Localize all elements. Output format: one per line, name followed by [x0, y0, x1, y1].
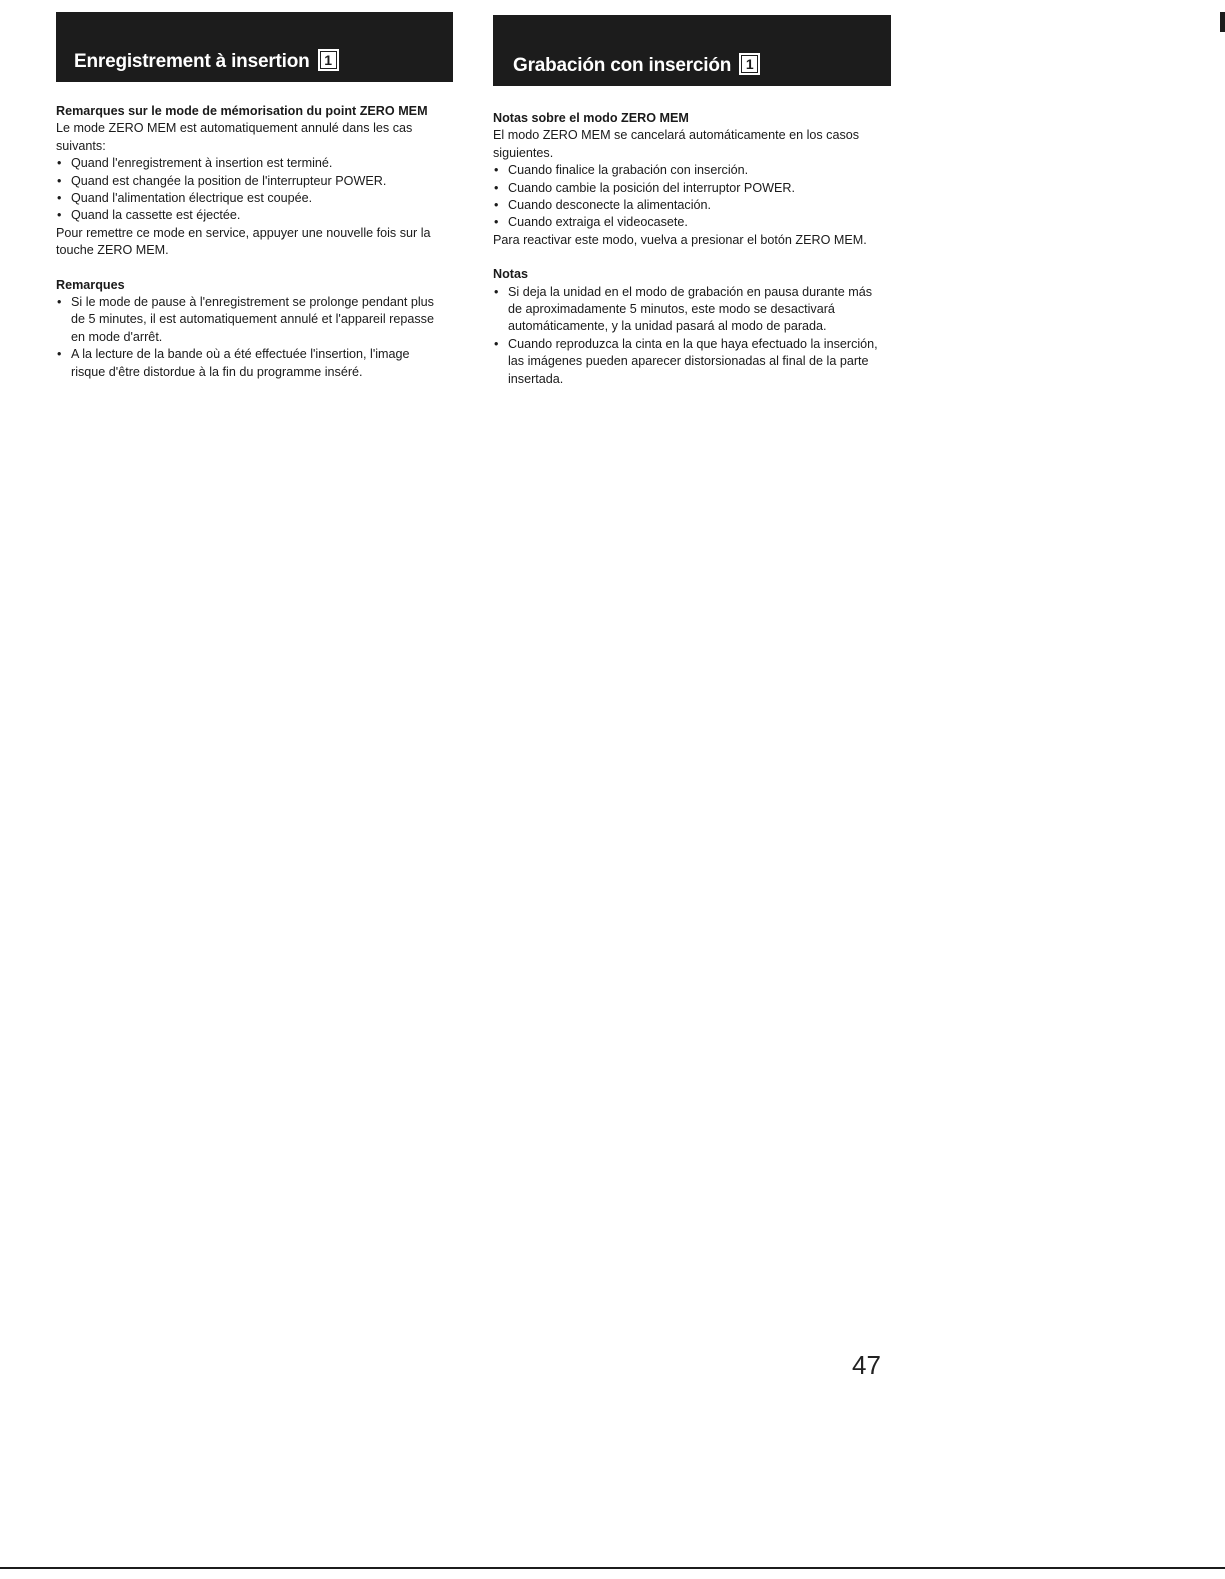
- list-item: • Cuando extraiga el videocasete.: [493, 214, 885, 231]
- bottom-rule: [0, 1567, 1225, 1569]
- list-item: • Cuando cambie la posición del interruptor POWER.: [493, 180, 885, 197]
- bullet-list-zero-mem: [493, 162, 885, 232]
- list-item: • Si deja la unidad en el modo de grabación en pausa durante más de aproximadamente 5 minutos, este modo se desactivará automáticamente, y la unidad pasará al modo de parada.: [493, 284, 885, 336]
- list-item: • Quand l'enregistrement à insertion est terminé.: [56, 155, 441, 172]
- list-item: • Si le mode de pause à l'enregistrement se prolonge pendant plus de 5 minutes, il est automatiquement annulé et l'appareil repasse en mode d'arrêt.: [56, 294, 441, 346]
- list-item: • Cuando finalice la grabación con inserción.: [493, 162, 885, 179]
- page-number: 47: [852, 1350, 881, 1380]
- header-bar-spanish: [493, 15, 891, 86]
- section-title-remarks: Remarques: [56, 277, 125, 292]
- section-title-zero-mem: Remarques sur le mode de mémorisation du point ZERO MEM: [56, 104, 428, 118]
- content-spanish: [493, 110, 885, 388]
- header-title-spanish: [513, 53, 760, 77]
- list-item: • Cuando desconecte la alimentación.: [493, 197, 885, 214]
- bullet-list-remarks: [56, 294, 441, 381]
- content-french: [56, 103, 441, 381]
- column-french: [56, 12, 451, 381]
- list-item: • Cuando reproduzca la cinta en la que haya efectuado la inserción, las imágenes pueden aparecer distorsionadas al final de la parte insertada.: [493, 336, 885, 388]
- page-edge-mark: [1220, 12, 1225, 32]
- section-title-zero-mem: Notas sobre el modo ZERO MEM: [493, 111, 689, 125]
- list-item: • Quand la cassette est éjectée.: [56, 207, 441, 224]
- list-item: • A la lecture de la bande où a été effectuée l'insertion, l'image risque d'être distordue à la fin du programme inséré.: [56, 346, 441, 381]
- step-number-badge: 1: [739, 53, 760, 75]
- header-title-text: Grabación con inserción: [513, 55, 732, 76]
- section-intro: Le mode ZERO MEM est automatiquement annulé dans les cas suivants:: [56, 121, 413, 153]
- header-title-french: [74, 49, 339, 73]
- list-item: • Quand est changée la position de l'interrupteur POWER.: [56, 173, 441, 190]
- header-title-text: Enregistrement à insertion: [74, 51, 310, 72]
- column-spanish: [493, 12, 888, 388]
- list-item: • Quand l'alimentation électrique est coupée.: [56, 190, 441, 207]
- bullet-list-zero-mem: [56, 155, 441, 225]
- step-number-badge: 1: [318, 49, 339, 71]
- bullet-list-notes: [493, 284, 885, 388]
- section-title-notes: Notas: [493, 267, 528, 282]
- section-outro: Para reactivar este modo, vuelva a presionar el botón ZERO MEM.: [493, 232, 867, 247]
- header-bar-french: [56, 12, 453, 82]
- section-outro: Pour remettre ce mode en service, appuyer une nouvelle fois sur la touche ZERO MEM.: [56, 225, 431, 258]
- section-intro: El modo ZERO MEM se cancelará automáticamente en los casos siguientes.: [493, 128, 860, 160]
